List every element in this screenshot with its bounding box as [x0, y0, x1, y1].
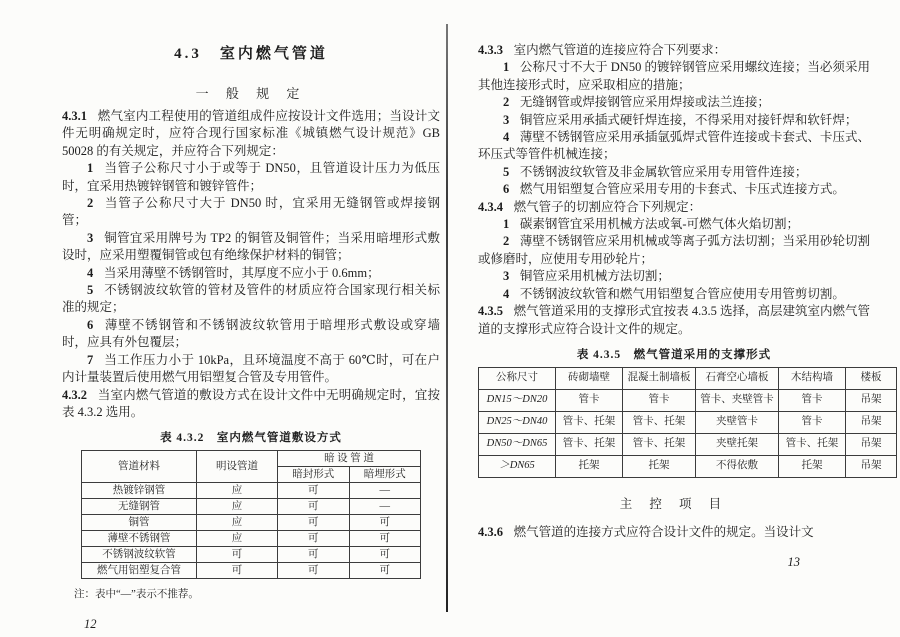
general-provisions-heading: 一 般 规 定 [195, 86, 307, 101]
item-number: 4 [503, 286, 510, 301]
header-timber-wall: 木结构墙 [779, 367, 846, 389]
table-row: DN25～DN40 管卡、托架 管卡、托架 夹壁管卡 管卡 吊架 [479, 411, 897, 433]
header-concealed-buried: 暗埋形式 [349, 467, 421, 483]
item-text: 燃气用铝塑复合管应采用专用的卡套式、卡压式连接方式。 [519, 182, 845, 197]
right-body-text [478, 42, 870, 338]
clause-number: 4.3.2 [62, 387, 87, 402]
clause-4-3-6 [478, 524, 870, 541]
cell-dn-range: DN25～DN40 [479, 411, 556, 433]
item-number: 3 [503, 269, 510, 284]
clause-number: 4.3.3 [478, 43, 503, 57]
clause-text: 燃气管子的切割应符合下列规定： [513, 199, 702, 214]
item-text: 公称尺寸不大于 DN50 的镀锌钢管应采用螺纹连接；当必须采用其他连接形式时，应采取相应的措施； [478, 60, 870, 92]
item-text: 铜管应采用机械方法切割； [519, 269, 670, 284]
item-text: 不锈钢波纹软管和燃气用铝塑复合管应使用专用管剪切割。 [519, 286, 845, 301]
right-page [478, 28, 882, 570]
clause-number: 4.3.1 [62, 109, 87, 123]
clause-4-3-5 [478, 303, 870, 338]
header-material: 管道材料 [82, 451, 197, 483]
clause-4-3-1-item-2 [62, 195, 440, 230]
table-4-3-2-caption: 表 4.3.2 室内燃气管道敷设方式 [160, 432, 342, 445]
cell-dn-range: DN15～DN20 [479, 389, 556, 411]
item-number: 2 [503, 234, 510, 249]
item-text: 当管子公称尺寸小于或等于 DN50，且管道设计压力为低压时，宜采用热镀锌钢管和镀锌管件； [62, 161, 440, 193]
table-row: DN50～DN65 管卡、托架 管卡、托架 夹壁托架 管卡、托架 吊架 [479, 433, 897, 455]
item-text: 薄壁不锈钢管应采用承插氩弧焊式管件连接或卡套式、卡压式、环压式等管件机械连接； [478, 130, 870, 162]
clause-4-3-4-item-1 [478, 216, 870, 233]
page-gutter-divider [446, 24, 448, 612]
table-header-row [479, 367, 897, 389]
section-title: 4.3 室内燃气管道 [174, 46, 328, 62]
clause-text: 燃气管道采用的支撑形式宜按表 4.3.5 选择，高层建筑室内燃气管道的支撑形式应符合设计文件的规定。 [478, 304, 870, 336]
cell-material: 燃气用铝塑复合管 [82, 563, 197, 579]
clause-number: 4.3.4 [478, 199, 503, 214]
header-concrete-panel: 混凝土制墙板 [623, 367, 696, 389]
header-brick-wall: 砖砌墙壁 [556, 367, 623, 389]
clause-4-3-1-item-3 [62, 230, 440, 265]
item-number: 5 [503, 164, 510, 179]
main-control-items-heading: 主 控 项 目 [619, 496, 729, 511]
item-text: 薄壁不锈钢管应采用机械或等离子弧方法切割；当采用砂轮切割或修磨时，应使用专用砂轮片； [478, 234, 870, 266]
page-number-left: 12 [84, 617, 97, 632]
clause-4-3-3 [478, 42, 870, 59]
header-concealed-sealed: 暗封形式 [278, 467, 350, 483]
header-exposed: 明设管道 [197, 451, 278, 483]
item-text: 铜管宜采用牌号为 TP2 的铜管及铜管件；当采用暗埋形式敷设时，应采用塑覆铜管或包有绝缘保护材料的铜管； [62, 230, 440, 263]
table-4-3-2-note: 注：表中“—”表示不推荐。 [74, 589, 199, 601]
table-4-3-2 [81, 450, 421, 579]
cell-dn-range: ＞DN65 [479, 455, 556, 477]
clause-text: 燃气管道的连接方式应符合设计文件的规定。当设计文 [513, 524, 814, 539]
clause-text: 室内燃气管道的连接应符合下列要求： [513, 43, 727, 57]
header-concealed-group: 暗 设 管 道 [278, 451, 421, 467]
clause-4-3-3-item-3 [478, 112, 870, 129]
clause-4-3-4-item-2 [478, 233, 870, 268]
item-text: 不锈钢波纹软管的管材及管件的材质应符合国家现行相关标准的规定； [62, 283, 440, 315]
item-text: 无缝钢管或焊接钢管应采用焊接或法兰连接； [519, 95, 770, 110]
item-number: 1 [87, 161, 94, 176]
cell-dn-range: DN50～DN65 [479, 433, 556, 455]
item-number: 4 [503, 130, 510, 145]
clause-number: 4.3.5 [478, 304, 503, 319]
item-text: 铜管应采用承插式硬钎焊连接，不得采用对接钎焊和软钎焊； [519, 112, 858, 127]
table-row: ＞DN65 托架 托架 不得依敷 托架 吊架 [479, 455, 897, 477]
item-text: 薄壁不锈钢管和不锈钢波纹软管用于暗埋形式敷设或穿墙时，应具有外包覆层； [62, 317, 440, 350]
clause-4-3-1-item-6 [62, 317, 440, 352]
left-body-text [62, 108, 440, 421]
table-row: 不锈钢波纹软管 可 可 可 [82, 547, 421, 563]
item-text: 当管子公称尺寸大于 DN50 时，宜采用无缝钢管或焊接钢管； [62, 196, 440, 228]
item-text: 不锈钢波纹软管及非金属软管应采用专用管件连接； [519, 164, 808, 179]
clause-4-3-1-item-1 [62, 160, 440, 195]
clause-4-3-4 [478, 199, 870, 216]
clause-4-3-3-item-6 [478, 181, 870, 198]
cell-material: 不锈钢波纹软管 [82, 547, 197, 563]
cell-material: 铜管 [82, 515, 197, 531]
item-number: 6 [87, 317, 94, 332]
item-number: 1 [503, 217, 510, 232]
item-text: 碳素钢管宜采用机械方法或氧-可燃气体火焰切割； [519, 217, 800, 232]
table-row: 燃气用铝塑复合管 可 可 可 [82, 563, 421, 579]
clause-4-3-2 [62, 387, 440, 422]
item-text: 当工作压力小于 10kPa，且环境温度不高于 60℃时，可在户内计量装置后使用燃气用铝塑复合管及专用管件。 [62, 352, 440, 385]
table-header-row [82, 451, 421, 467]
clause-4-3-1 [62, 108, 440, 160]
page-number-right: 13 [787, 555, 800, 570]
item-number: 6 [503, 182, 510, 197]
item-number: 3 [503, 112, 510, 127]
clause-text: 燃气室内工程使用的管道组成件应按设计文件选用；当设计文件无明确规定时，应符合现行国家标准《城镇燃气设计规范》GB 50028 的有关规定，并应符合下列规定： [62, 109, 440, 158]
table-row: DN15～DN20 管卡 管卡 管卡、夹壁管卡 管卡 吊架 [479, 389, 897, 411]
item-number: 3 [87, 230, 94, 245]
table-row: 铜管 应 可 可 [82, 515, 421, 531]
clause-4-3-1-item-7 [62, 352, 440, 387]
item-number: 2 [87, 196, 94, 211]
clause-text: 当室内燃气管道的敷设方式在设计文件中无明确规定时，宜按表 4.3.2 选用。 [62, 387, 440, 419]
cell-material: 薄壁不锈钢管 [82, 531, 197, 547]
left-page [62, 28, 440, 632]
header-gypsum-panel: 石膏空心墙板 [696, 367, 779, 389]
header-nominal-size: 公称尺寸 [479, 367, 556, 389]
header-floor-slab: 楼板 [846, 367, 897, 389]
clause-4-3-1-item-5 [62, 282, 440, 317]
clause-4-3-3-item-5 [478, 164, 870, 181]
cell-material: 无缝钢管 [82, 499, 197, 515]
clause-4-3-1-item-4 [62, 265, 440, 282]
clause-4-3-4-item-3 [478, 268, 870, 285]
item-number: 1 [503, 60, 510, 75]
clause-number: 4.3.6 [478, 524, 503, 539]
cell-material: 热镀锌钢管 [82, 483, 197, 499]
table-row: 无缝钢管 应 可 — [82, 499, 421, 515]
table-row: 热镀锌钢管 应 可 — [82, 483, 421, 499]
item-number: 4 [87, 265, 94, 280]
clause-4-3-4-item-4 [478, 286, 870, 303]
item-number: 2 [503, 95, 510, 110]
clause-4-3-3-item-1 [478, 59, 870, 94]
item-text: 当采用薄壁不锈钢管时，其厚度不应小于 0.6mm； [103, 265, 380, 280]
table-4-3-5 [478, 367, 897, 478]
clause-4-3-3-item-4 [478, 129, 870, 164]
item-number: 5 [87, 283, 94, 298]
clause-4-3-3-item-2 [478, 94, 870, 111]
table-row: 薄壁不锈钢管 应 可 可 [82, 531, 421, 547]
table-4-3-5-caption: 表 4.3.5 燃气管道采用的支撑形式 [576, 348, 772, 361]
item-number: 7 [87, 352, 94, 367]
